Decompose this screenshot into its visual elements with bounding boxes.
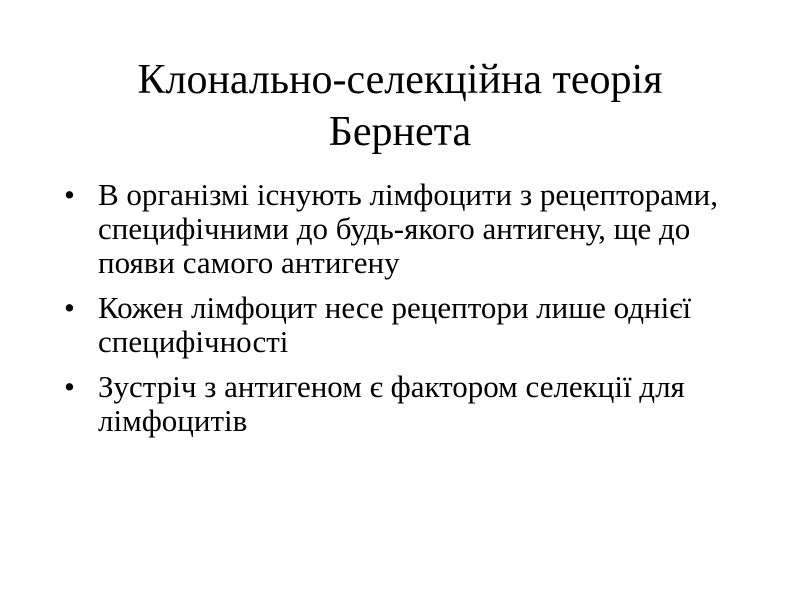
slide-title: [40, 54, 760, 158]
bullet-dot-icon: •: [64, 290, 75, 325]
bullet-text: Кожен лімфоцит несе рецептори лише однієї специфічності: [98, 290, 692, 359]
bullet-text: В організмі існують лімфоцити з рецепторами, специфічними до будь-якого антигену, ще до появи самого антигену: [98, 177, 718, 280]
bullet-dot-icon: •: [64, 369, 75, 404]
bullet-item: [58, 291, 748, 359]
slide-title-line-2: Бернета: [328, 109, 472, 155]
bullet-item: [58, 178, 748, 280]
slide-title-line-1: Клонально-селекційна теорія: [137, 57, 663, 103]
bullet-list: [58, 178, 748, 449]
bullet-dot-icon: •: [64, 177, 75, 212]
bullet-item: [58, 370, 748, 438]
bullet-text: Зустріч з антигеном є фактором селекції для лімфоцитів: [98, 369, 685, 438]
